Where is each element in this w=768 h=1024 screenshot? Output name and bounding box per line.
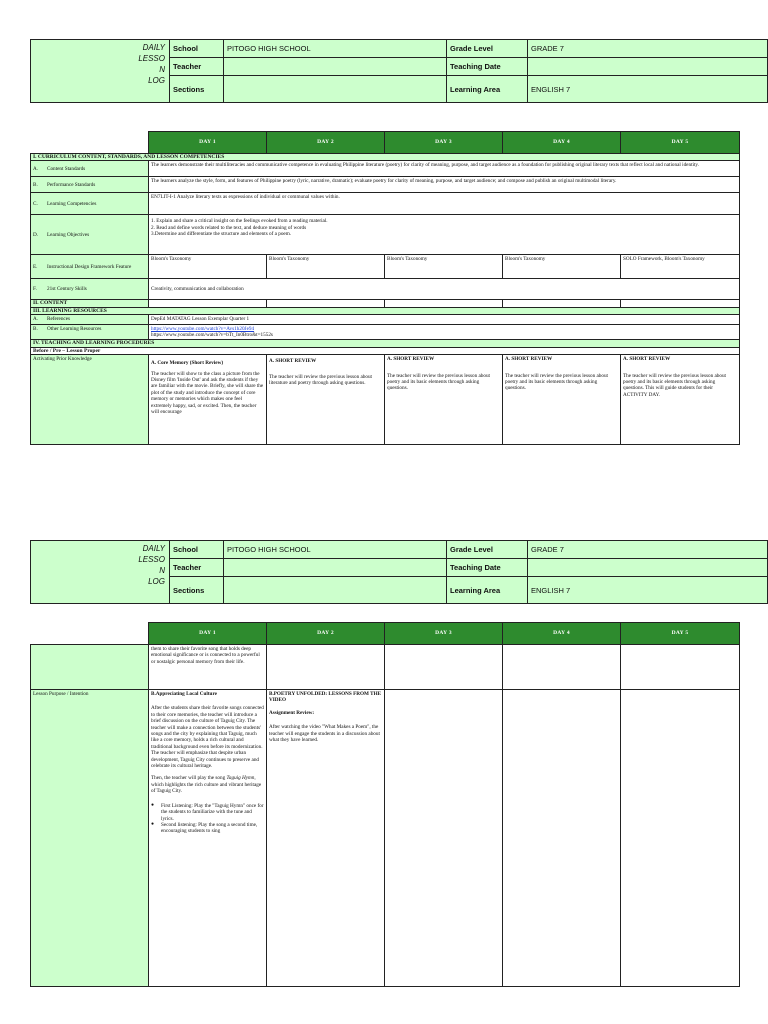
lesson-purpose-label: Lesson Purpose / Intention: [31, 690, 149, 987]
sections-label-2: Sections: [170, 577, 224, 604]
day-2-activity: A. SHORT REVIEW The teacher will review the previous lesson about literature and poetry through asking questions.: [267, 355, 385, 445]
design-day-1: Bloom's Taxonomy: [149, 255, 267, 279]
grade-level-label: Grade Level: [447, 40, 528, 58]
sections-value-2: [224, 577, 447, 604]
header-table-1: [30, 39, 768, 103]
teaching-date-label-2: Teaching Date: [447, 559, 528, 577]
school-value-2: PITOGO HIGH SCHOOL: [224, 541, 447, 559]
day-2-header: DAY 2: [267, 132, 385, 154]
learning-competencies-label: C. Learning Competencies: [31, 193, 149, 215]
teaching-date-value: [528, 58, 768, 76]
bullet-first-listening: ● First Listening: Play the "Taguig Hymn" once for the students to familiarize with the tune and lyrics.: [151, 803, 264, 822]
performance-standards-label: B. Performance Standards: [31, 177, 149, 193]
section-before-lesson: Before / Pre – Lesson Proper: [31, 347, 740, 354]
dll-logo-text: DAILY LESSO N LOG: [31, 40, 170, 103]
day-1-header-2: DAY 1: [149, 623, 267, 645]
header-table-2: [30, 540, 768, 604]
design-day-4: Bloom's Taxonomy: [503, 255, 621, 279]
learning-competencies-text: EN7LIT-I-1 Analyze literary texts as expressions of individual or communal values within.: [149, 193, 740, 215]
lesson-table-1: [30, 131, 740, 445]
sections-value: [224, 76, 447, 103]
learning-area-label: Learning Area: [447, 76, 528, 103]
day-header-blank-2: [31, 623, 149, 645]
day-3-activity: A. SHORT REVIEW The teacher will review the previous lesson about poetry and its basic elements through asking questions.: [385, 355, 503, 445]
school-label: School: [170, 40, 224, 58]
teacher-value-2: [224, 559, 447, 577]
continued-label-cell: [31, 645, 149, 690]
performance-standards-text: The learners analyze the style, form, and features of Philippine poetry (lyric, narrative, dramatic); evaluate poetry for clarity of meaning, purpose, and target audience; and compose and publish an original multimodal literary.: [149, 177, 740, 193]
day-2-header-2: DAY 2: [267, 623, 385, 645]
grade-level-value: GRADE 7: [528, 40, 768, 58]
references-label: A. References: [31, 315, 149, 324]
century-skills-text: Creativity, communication and collaboration: [149, 279, 740, 300]
lesson-table-2: [30, 622, 740, 987]
sections-label: Sections: [170, 76, 224, 103]
learning-area-value-2: ENGLISH 7: [528, 577, 768, 604]
day-1-continued: them to share their favorite song that holds deep emotional significance or is connected to a powerful or nostalgic personal memory from their life.: [149, 645, 267, 690]
day-4-activity: A. SHORT REVIEW The teacher will review the previous lesson about poetry and its basic elements through asking questions.: [503, 355, 621, 445]
teacher-label-2: Teacher: [170, 559, 224, 577]
day-5-lesson-purpose: [621, 690, 740, 987]
design-day-2: Bloom's Taxonomy: [267, 255, 385, 279]
day-3-lesson-purpose: [385, 690, 503, 987]
content-standards-label: A. Content Standards: [31, 161, 149, 177]
grade-level-label-2: Grade Level: [447, 541, 528, 559]
teacher-label: Teacher: [170, 58, 224, 76]
resource-link-2[interactable]: https://www.youtube.com/watch?v=bTt_In0Btro&t=1552s: [151, 332, 273, 339]
teaching-date-value-2: [528, 559, 768, 577]
day-header-blank: [31, 132, 149, 154]
other-resources-links: [149, 324, 740, 340]
resource-link-1[interactable]: https://www.youtube.com/watch?v=Avs1h20Je94: [151, 325, 255, 332]
school-value: PITOGO HIGH SCHOOL: [224, 40, 447, 58]
day-4-lesson-purpose: [503, 690, 621, 987]
activating-prior-knowledge-label: Activating Prior Knowledge: [31, 355, 149, 445]
school-label-2: School: [170, 541, 224, 559]
day-1-header: DAY 1: [149, 132, 267, 154]
day-4-header: DAY 4: [503, 132, 621, 154]
design-framework-label: E. Instructional Design Framework Feature: [31, 255, 149, 279]
section-teaching-procedures: IV. TEACHING AND LEARNING PROCEDURES: [31, 340, 740, 347]
day-2-lesson-purpose: B.POETRY UNFOLDED: LESSONS FROM THE VIDEO Assignment Review: After watching the video "What Makes a Poem", the teacher will engage the students in a discussion about what they have learned.: [267, 690, 385, 987]
teaching-date-label: Teaching Date: [447, 58, 528, 76]
learning-area-label-2: Learning Area: [447, 577, 528, 604]
section-learning-resources: III. LEARNING RESOURCES: [31, 307, 740, 314]
day-1-lesson-purpose: B.Appreciating Local Culture After the students share their favorite songs connected to their core memories, the teacher will introduce a brief discussion on the culture of Taguig City. The teacher will make a connection between the students' songs and the city by explaining that Taguig, much like a core memory, holds a rich cultural and traditional background even before its modernization. The teacher will emphasize that despite urban development, Taguig City continues to preserve and celebrate its cultural heritage. Then, the teacher will play the song Taguig Hymn, which highlights the rich culture and vibrant heritage of Taguig City. ● First Listening: Play the "Taguig Hymn" once for the students to familiarize with the tune and lyrics. ● Second listening: Play the song a second time, encouraging students to sing: [149, 690, 267, 987]
day-1-activity: A. Core Memory (Short Review) The teacher will show to the class a picture from the Disney film 'Inside Out' and ask the students if they are familiar with the movie. Briefly, she will share the plot of the study and introduce the concept of core memory or memories which makes one feel extremely happy, sad, or excited. Then, the teacher will encourage: [149, 355, 267, 445]
design-day-5: SOLO Framework, Bloom's Taxonomy: [621, 255, 740, 279]
learning-objectives-text: 1. Explain and share a critical insight on the feelings evoked from a reading material. 2. Read and define words related to the text, and deduce meaning of words 3.Determine and differentiate the structure and elements of a poem.: [149, 215, 740, 255]
section-content: II. CONTENT: [31, 300, 149, 307]
teacher-value: [224, 58, 447, 76]
content-standards-text: The learners demonstrate their multiliteracies and communicative competence in evaluating Philippine literature (poetry) for clarity of meaning, purpose, and target audience as a foundation for publishing original literary texts that reflect local and national identity.: [149, 161, 740, 177]
other-resources-label: B. Other Learning Resources: [31, 324, 149, 340]
day-3-header-2: DAY 3: [385, 623, 503, 645]
dll-logo-text-2: DAILY LESSO N LOG: [31, 541, 170, 604]
design-day-3: Bloom's Taxonomy: [385, 255, 503, 279]
learning-area-value: ENGLISH 7: [528, 76, 768, 103]
section-curriculum: I. CURRICULUM CONTENT, STANDARDS, AND LESSON COMPETENCIES: [31, 154, 740, 161]
bullet-second-listening: ● Second listening: Play the song a second time, encouraging students to sing: [151, 822, 264, 835]
day-3-header: DAY 3: [385, 132, 503, 154]
day-5-activity: A. SHORT REVIEW The teacher will review the previous lesson about poetry and its basic elements through asking questions. This will guide students for their ACTIVITY DAY.: [621, 355, 740, 445]
day-5-header: DAY 5: [621, 132, 740, 154]
references-text: DepEd MATATAG Lesson Exemplar Quarter 1: [149, 315, 740, 324]
learning-objectives-label: D. Learning Objectives: [31, 215, 149, 255]
century-skills-label: F. 21st Century Skills: [31, 279, 149, 300]
day-4-header-2: DAY 4: [503, 623, 621, 645]
grade-level-value-2: GRADE 7: [528, 541, 768, 559]
day-5-header-2: DAY 5: [621, 623, 740, 645]
